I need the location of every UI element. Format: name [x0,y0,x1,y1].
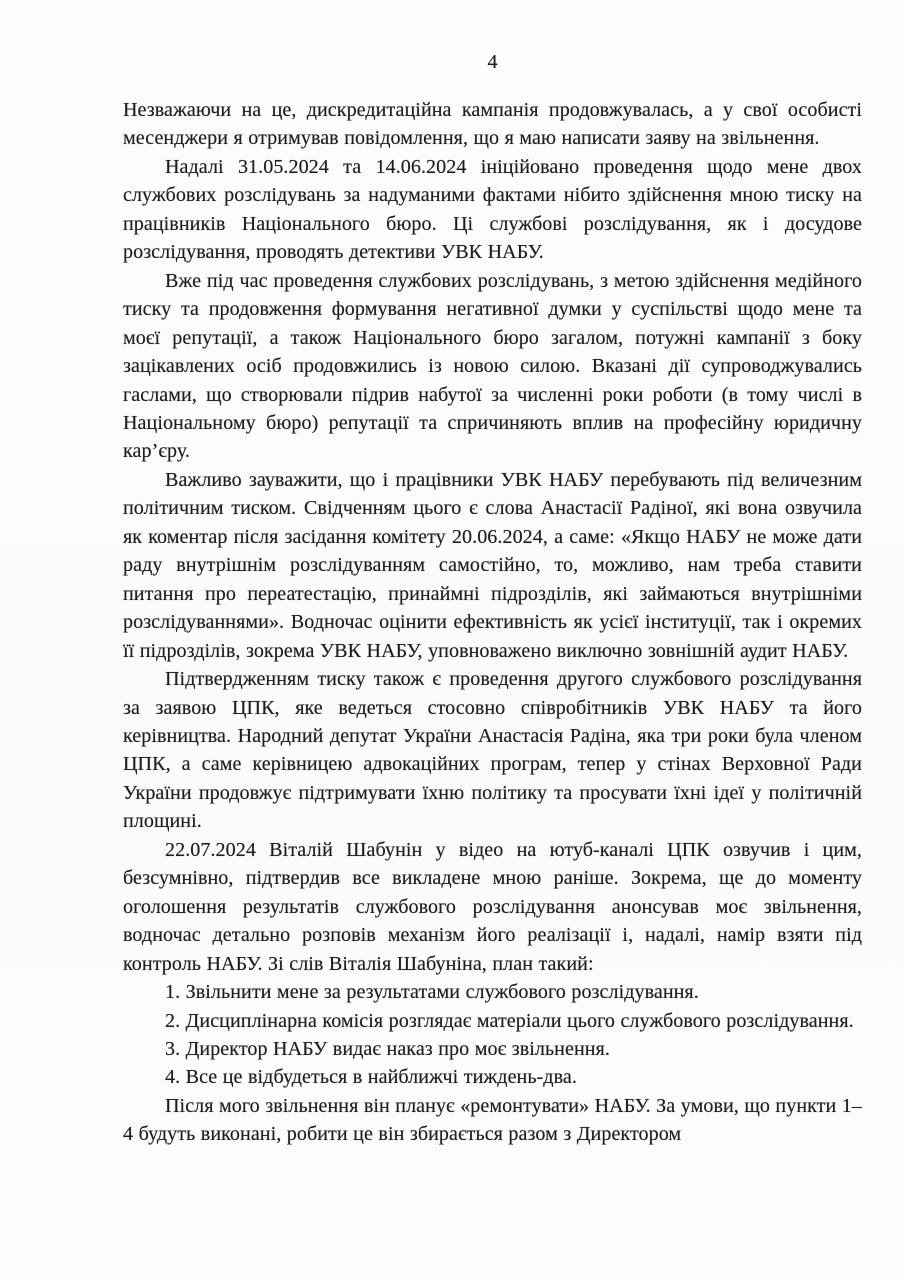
paragraph-media-pressure: Вже під час проведення службових розслідувань, з метою здійснення медійного тиску та продовження формування негативної думки у суспільстві щодо мене та моєї репутації, а також Національного бюро загалом, потужні кампанії з боку зацікавлених осіб продовжились із новою силою. Вказані дії супроводжувались гаслами, що створювали підрив набутої за численні роки роботи (в тому числі в Національному бюро) репутації та спричиняють вплив на професійну юридичну кар’єру. [123,269,862,463]
paragraph-continuation: Незважаючи на це, дискредитаційна кампанія продовжувалась, а у свої особисті месенджери я отримував повідомлення, що я маю написати заяву на звільнення. [123,99,862,150]
list-item-3: 3. Директор НАБУ видає наказ про моє звільнення. [165,1037,610,1060]
paragraph-uvk-nabu-pressure: Важливо зауважити, що і працівники УВК НАБУ перебувають під величезним політичним тиском. Свідченням цього є слова Анастасії Радіної, які вона озвучила як коментар після засідання комітету 20.06.2024, а саме: «Якщо НАБУ не може дати раду внутрішнім розслідуванням самостійно, то, можливо, нам треба ставити питання про переатестацію, принаймні підрозділів, які займаються внутрішніми розслідуваннями». Водночас оцінити ефективність як усієї інституції, так і окремих її підрозділів, зокрема УВК НАБУ, уповноважено виключно зовнішній аудит НАБУ. [123,468,862,662]
paragraph-shabunin-video: 22.07.2024 Віталій Шабунін у відео на ютуб-каналі ЦПК озвучив і цим, безсумнівно, підтвердив все викладене мною раніше. Зокрема, ще до моменту оголошення результатів службового розслідування анонсував моє звільнення, водночас детально розповів механізм його реалізації і, надалі, намір взяти під контроль НАБУ. Зі слів Віталія Шабуніна, план такий: [123,838,862,975]
page-number: 4 [487,51,498,73]
list-item-2: 2. Дисциплінарна комісія розглядає матеріали цього службового розслідування. [165,1009,854,1032]
paragraph-investigations-initiated: Надалі 31.05.2024 та 14.06.2024 ініційовано проведення щодо мене двох службових розслідувань за надуманими фактами нібито здійснення мною тиску на працівників Національного бюро. Ці службові розслідування, як і досудове розслідування, проводять детективи УВК НАБУ. [123,155,862,264]
list-item-1: 1. Звільнити мене за результатами службового розслідування. [165,981,699,1004]
list-item-4: 4. Все це відбудеться в найближчі тиждень-два. [165,1066,577,1089]
document-body [123,96,862,1149]
paragraph-second-investigation: Підтвердженням тиску також є проведення другого службового розслідування за заявою ЦПК, яке ведеться стосовно співробітників УВК НАБУ та його керівництва. Народний депутат України Анастасія Радіна, яка три роки була членом ЦПК, а саме керівницею адвокаційних програм, тепер у стінах Верховної Ради України продовжує підтримувати їхню політику та просувати їхні ідеї у політичній площині. [123,668,862,833]
paragraph-after-dismissal: Після мого звільнення він планує «ремонтувати» НАБУ. За умови, що пункти 1–4 будуть виконані, робити це він збирається разом з Директором [123,1094,862,1146]
